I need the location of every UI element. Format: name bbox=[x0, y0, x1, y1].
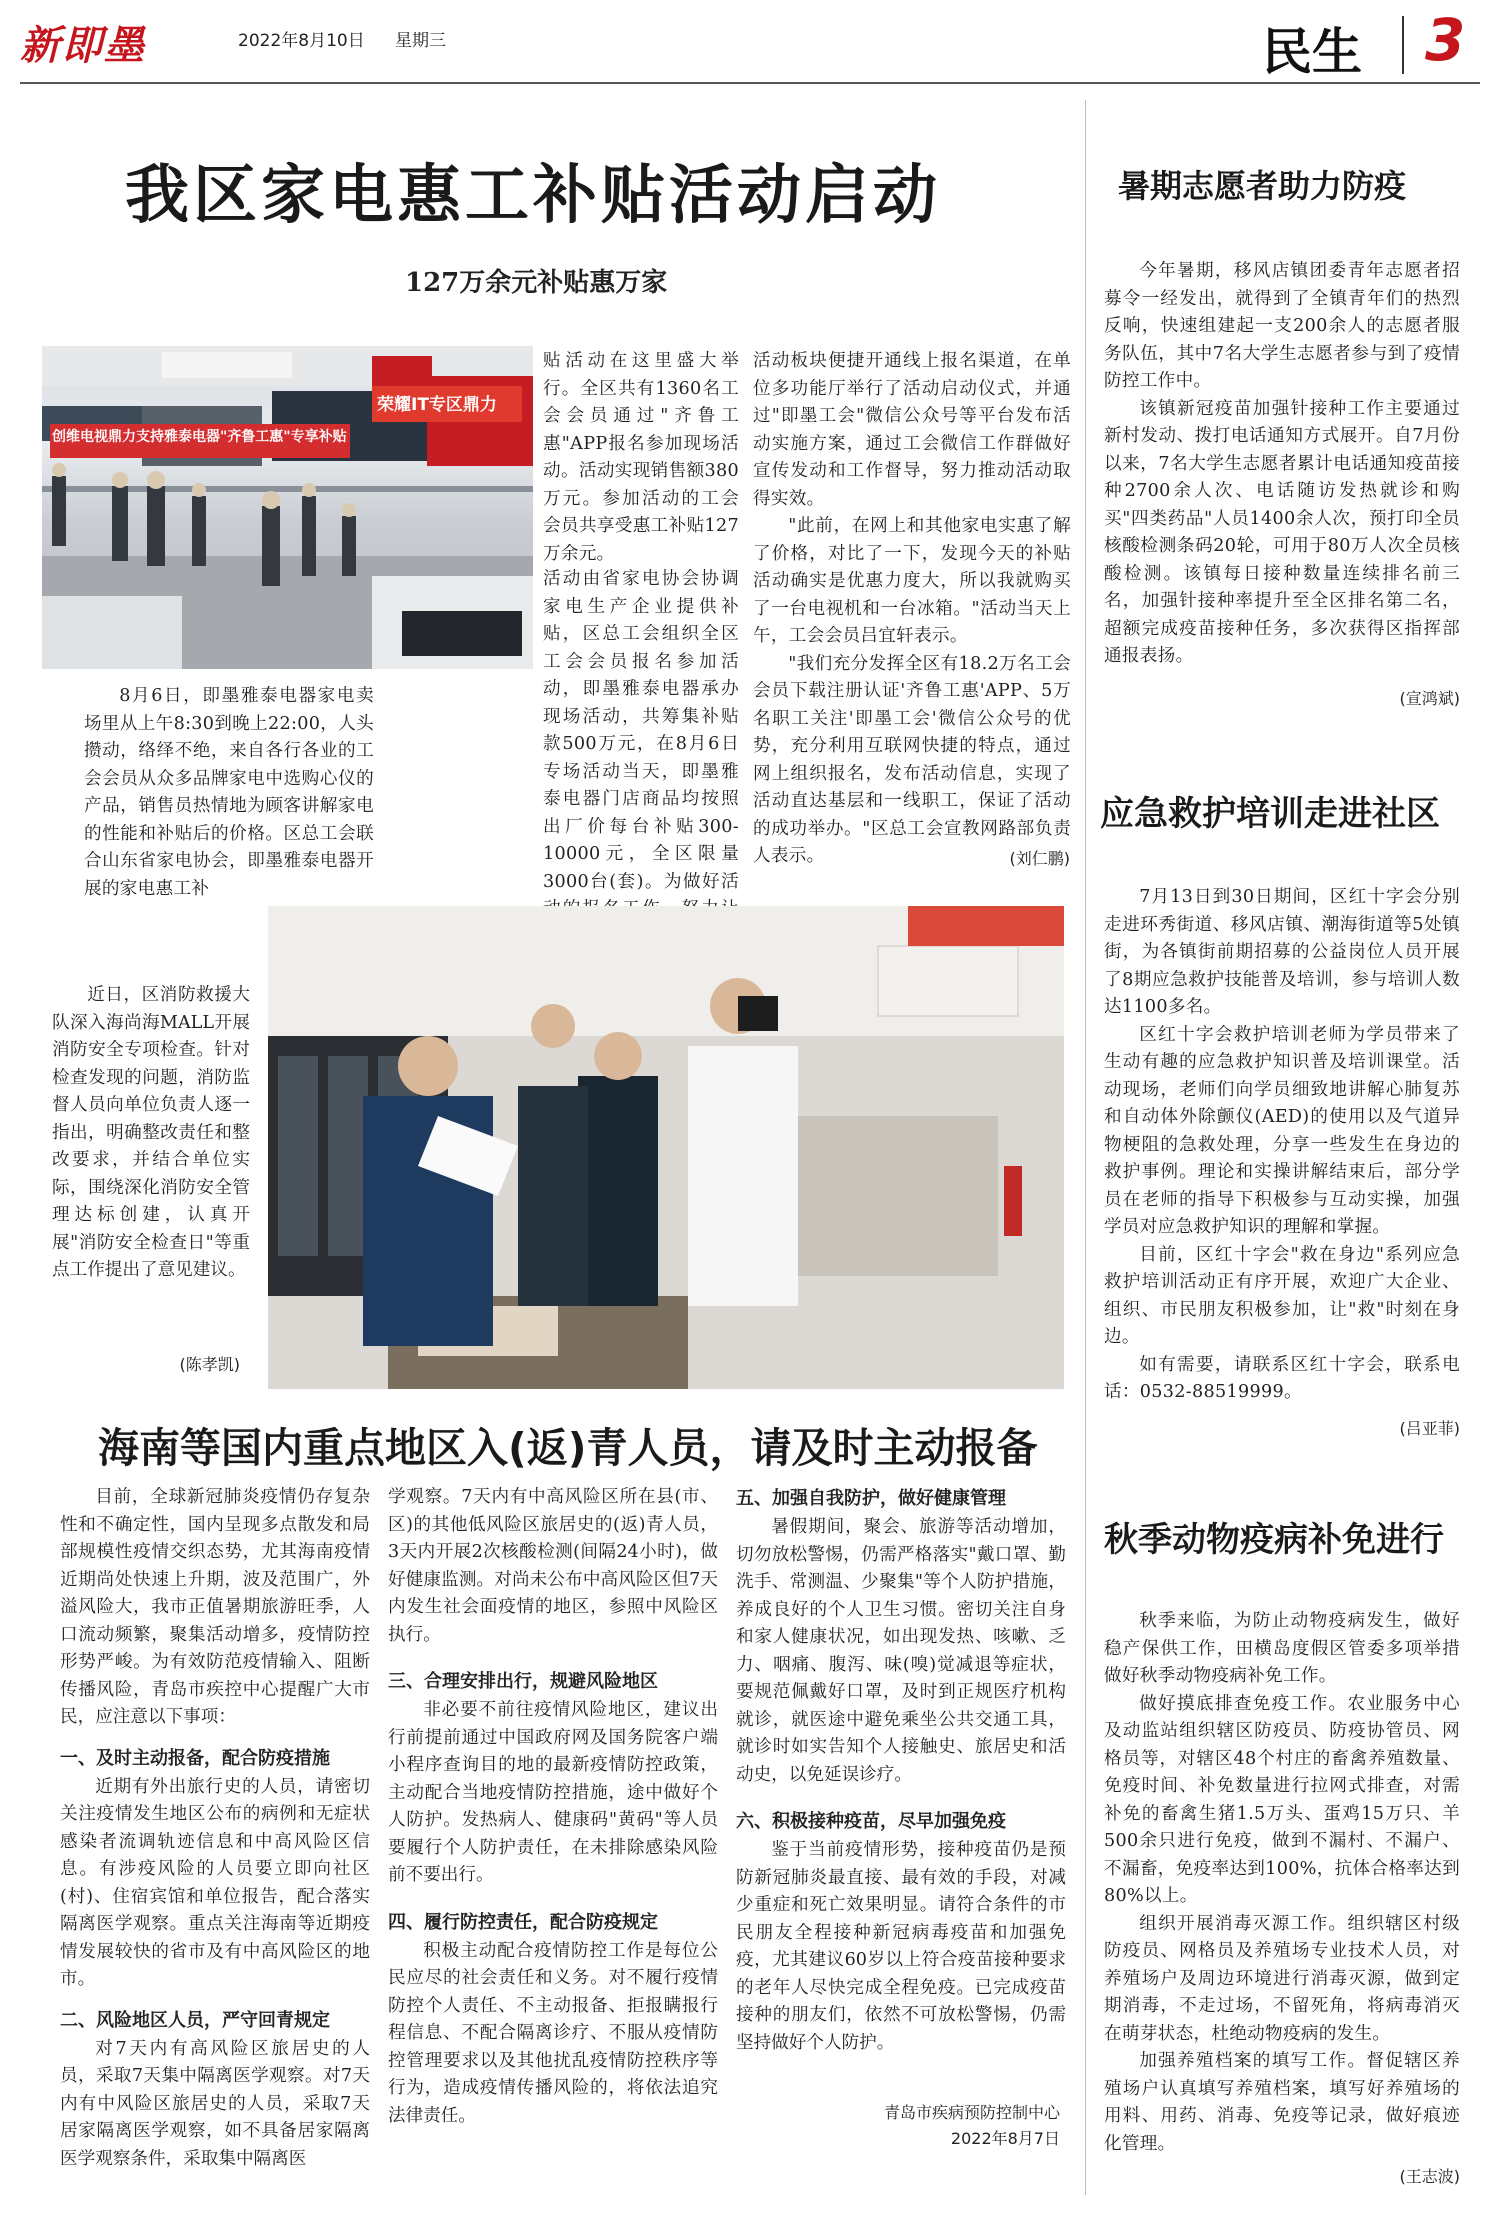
article2-signature bbox=[760, 2100, 1060, 2152]
article2-col3 bbox=[736, 1484, 1066, 2057]
side2-byline: (吕亚菲) bbox=[1399, 1419, 1460, 1438]
article1-col1 bbox=[84, 683, 374, 903]
section-3-text: 非必要不前往疫情风险地区，建议出行前提前通过中国政府网及国务院客户端小程序查询目的地的最新疫情防控政策，主动配合当地疫情防控措施，途中做好个人防护。发热病人、健康码"黄码"等人员要履行个人防护责任，在未排除感染风险前不要出行。 bbox=[388, 1700, 718, 1885]
fire-inspection-photo bbox=[268, 906, 1064, 1389]
intro: 目前，全球新冠肺炎疫情仍存复杂性和不确定性，国内呈现多点散发和局部规模性疫情交织态势，尤其海南疫情近期尚处快速上升期，波及范围广，外溢风险大，我市正值暑期旅游旺季，人口流动频繁，聚集活动增多，疫情防控形势严峻。为有效防范疫情输入、阻断传播风险，青岛市疾控中心提醒广大市民，应注意以下事项： bbox=[60, 1487, 370, 1727]
banner-text-1: 创维电视鼎力支持雅泰电器"齐鲁工惠"专享补贴 bbox=[52, 429, 347, 445]
paragraph: 今年暑期，移风店镇团委青年志愿者招募令一经发出，就得到了全镇青年们的热烈反响，快速组建起一支200余人的志愿者服务队伍，其中7名大学生志愿者参与到了疫情防控工作中。 bbox=[1104, 261, 1460, 391]
banner-text-2: 荣耀IT专区鼎力 bbox=[377, 395, 497, 415]
side3-body bbox=[1104, 1608, 1460, 2158]
article2-col1 bbox=[60, 1484, 370, 2173]
section-5-title: 五、加强自我防护，做好健康管理 bbox=[736, 1488, 1006, 1509]
article2-col2 bbox=[388, 1484, 718, 2130]
issue-weekday: 星期三 bbox=[395, 31, 446, 51]
paragraph: "此前，在网上和其他家电实惠了解了价格，对比了一下，发现今天的补贴活动确实是优惠力度大，所以我就购买了一台电视机和一台冰箱。"活动当天上午，工会会员吕宜轩表示。 bbox=[753, 516, 1071, 646]
section-divider bbox=[1402, 16, 1404, 74]
issue-date: 2022年8月10日 bbox=[238, 31, 365, 51]
column-divider bbox=[1085, 100, 1086, 2195]
photo-caption-byline: (陈孝凯) bbox=[179, 1355, 240, 1374]
section-4-text: 积极主动配合疫情防控工作是每位公民应尽的社会责任和义务。对不履行疫情防控个人责任、不主动报备、拒报瞒报行程信息、不配合隔离诊疗、不服从疫情防控管理要求以及其他扰乱疫情防控秩序等行为，造成疫情传播风险的，将依法追究法律责任。 bbox=[388, 1940, 718, 2126]
section-3-title: 三、合理安排出行，规避风险地区 bbox=[388, 1671, 658, 1692]
paragraph: 目前，区红十字会"救在身边"系列应急救护培训活动正有序开展，欢迎广大企业、组织、市民朋友积极参加，让"救"时刻在身边。 bbox=[1104, 1244, 1460, 1347]
section-6-title: 六、积极接种疫苗，尽早加强免疫 bbox=[736, 1811, 1006, 1832]
side1-title: 暑期志愿者助力防疫 bbox=[1118, 167, 1407, 205]
side1-byline: (宣鸿斌) bbox=[1399, 689, 1460, 708]
paragraph: 活动由省家电协会协调家电生产企业提供补贴，区总工会组织全区工会会员报名参加活动，即墨雅泰电器承办现场活动，共筹集补贴款500万元，在8月6日专场活动当天，即墨雅泰电器门店商品均按照出厂价每台补贴300-10000元，全区限量3000台(套)。为做好活 bbox=[543, 569, 739, 892]
header-rule bbox=[20, 82, 1480, 84]
section-4-title: 四、履行防控责任，配合防疫规定 bbox=[388, 1911, 658, 1933]
article1-col3 bbox=[753, 348, 1071, 871]
signature-org: 青岛市疾病预防控制中心 bbox=[883, 2103, 1060, 2122]
section-name: 民生 bbox=[1262, 23, 1362, 81]
section-5-text: 暑假期间，聚会、旅游等活动增加，切勿放松警惕，仍需严格落实"戴口罩、勤洗手、常测温、少聚集"等个人防护措施，养成良好的个人卫生习惯。密切关注自身和家人健康状况，如出现发热、咳嗽、乏力、咽痛、腹泻、味(嗅)觉减退等症状，要规范佩戴好口罩，及时到正规医疗机构就诊，就医途中避免乘坐公共交通工具，就诊时如实告知个人接触史、旅居史和活动史，以免延误诊疗。 bbox=[736, 1517, 1066, 1785]
inspection-scene-illustration bbox=[268, 906, 1064, 1389]
photo-caption bbox=[52, 982, 250, 1285]
caption-text: 近日，区消防救援大队深入海尚海MALL开展消防安全专项检查。针对检查发现的问题，消防监督人员向单位负责人逐一指出，明确整改责任和整改要求，并结合单位实际，围绕深化消防安全管理达标创建，认真开展"消防安全检查日"等重点工作提出了意见建议。 bbox=[52, 985, 250, 1280]
paragraph: 组织开展消毒灭源工作。组织辖区村级防疫员、网格员及养殖场专业技术人员，对养殖场户及周边环境进行消毒灭源，做到定期消毒，不走过场，不留死角，将病毒消灭在萌芽状态，杜绝动物疫病的发生。 bbox=[1104, 1913, 1460, 2044]
section-2-cont: 学观察。7天内有中高风险区所在县(市、区)的其他低风险区旅居史的(返)青人员，3天内开展2次核酸检测(间隔24小时)，做好健康监测。对尚未公布中高风险区但7天内发生社会面疫情的地区，参照中风险区执行。 bbox=[388, 1487, 718, 1645]
article1-subtitle: 127万余元补贴惠万家 bbox=[405, 268, 668, 298]
section-1-title: 一、及时主动报备，配合防疫措施 bbox=[60, 1747, 330, 1769]
paragraph: 加强养殖档案的填写工作。督促辖区养殖场户认真填写养殖档案，填写好养殖场的用料、用药、消毒、免疫等记录，做好痕迹化管理。 bbox=[1104, 2051, 1460, 2154]
paragraph: 活动板块便捷开通线上报名渠道，在单位多功能厅举行了活动启动仪式，并通过"即墨工会"微信公众号等平台发布活动实施方案，通过工会微信工作群做好宣传发动和工作督导，努力推动活动取得实效。 bbox=[753, 351, 1071, 509]
paragraph: "我们充分发挥全区有18.2万名工会会员下载注册认证'齐鲁工惠'APP、5万名职工关注'即墨工会'微信公众号的优势，充分利用互联网快捷的特点，通过网上组织报名，发布活动信息，实现了活动直达基层和一线职工，保证了活动的成功举办。"区总工会宣教网路部负责人表示。 bbox=[753, 653, 1071, 866]
section-2-text: 对7天内有高风险区旅居史的人员，采取7天集中隔离医学观察。对7天内有中风险区旅居史的人员，采取7天居家隔离医学观察，如不具备居家隔离医学观察条件，采取集中隔离医 bbox=[60, 2038, 370, 2169]
paragraph: 8月6日，即墨雅泰电器家电卖场里从上午8:30到晚上22:00，人头攒动，络绎不绝，来自各行各业的工会会员从众多品牌家电中选购心仪的产品，销售员热情地为顾客讲解家电的性能和补贴后的价格。区总工会联合山东省家电协会，即墨雅泰电器开展的家电惠工补 bbox=[84, 686, 374, 899]
side1-body bbox=[1104, 258, 1460, 671]
paragraph: 做好摸底排查免疫工作。农业服务中心及动监站组织辖区防疫员、防疫协管员、网格员等，对辖区48个村庄的畜禽养殖数量、免疫时间、补免数量进行拉网式排查，对需补免的畜禽生猪1.5万头、蛋鸡15万只、羊500余只进行免疫，做到不漏村、不漏户、不漏畜，免疫率达到100%，抗体合格率达到80%以上。 bbox=[1104, 1693, 1460, 1906]
paragraph: 如有需要，请联系区红十字会，联系电话：0532-88519999。 bbox=[1104, 1354, 1460, 1402]
paragraph: 区红十字会救护培训老师为学员带来了生动有趣的应急救护知识普及培训课堂。活动现场，老师们向学员细致地讲解心肺复苏和自动体外除颤仪(AED)的使用以及气道异物梗阻的急救处理，分享一些发生在身边的救护事例。理论和实操讲解结束后，部分学员在老师的指导下积极参与互动实操，加强学员对应急救护知识的理解和掌握。 bbox=[1104, 1024, 1460, 1237]
side2-title: 应急救护培训走进社区 bbox=[1100, 794, 1440, 834]
signature-date: 2022年8月7日 bbox=[950, 2129, 1060, 2148]
paragraph: 秋季来临，为防止动物疫病发生，做好稳产保供工作，田横岛度假区管委多项举措做好秋季动物疫病补免工作。 bbox=[1104, 1611, 1460, 1686]
paragraph: 该镇新冠疫苗加强针接种工作主要通过新村发动、拨打电话通知方式展开。自7月份以来，7名大学生志愿者累计电话通知疫苗接种2700余人次、电话随访发热就诊和购买"四类药品"人员1400余人次，预打印全员核酸检测条码20轮，可用于80万人次全员核酸检测。该镇每日接种数量连续排名前三名，加强针接种率提升至全区排名第二名，超额完成疫苗接种任务，多次获得区指挥部通报表扬。 bbox=[1104, 398, 1460, 666]
article1-byline: (刘仁鹏) bbox=[1009, 849, 1070, 868]
article1-title: 我区家电惠工补贴活动启动 bbox=[125, 159, 941, 233]
side2-body bbox=[1104, 884, 1460, 1407]
page-number: 3 bbox=[1425, 6, 1466, 74]
article1-col2 bbox=[543, 348, 739, 568]
masthead-logo: 新即墨 bbox=[20, 22, 146, 69]
paragraph: 贴活动在这里盛大举行。全区共有1360名工会会员通过"齐鲁工惠"APP报名参加现场活动。活动实现销售额380万元。参加活动的工会会员共享受惠工补贴127万余元。 bbox=[543, 351, 739, 564]
side3-title: 秋季动物疫病补免进行 bbox=[1104, 1520, 1444, 1560]
section-2-title: 二、风险地区人员，严守回青规定 bbox=[60, 2009, 330, 2031]
section-6-text: 鉴于当前疫情形势，接种疫苗仍是预防新冠肺炎最直接、最有效的手段，对减少重症和死亡效果明显。请符合条件的市民朋友全程接种新冠病毒疫苗和加强免疫，尤其建议60岁以上符合疫苗接种要求的老年人尽快完成全程免疫。已完成疫苗接种的朋友们，依然不可放松警惕，仍需坚持做好个人防护。 bbox=[736, 1840, 1066, 2053]
paragraph: 7月13日到30日期间，区红十字会分别走进环秀街道、移风店镇、潮海街道等5处镇街，为各镇街前期招募的公益岗位人员开展了8期应急救护技能普及培训，参与培训人数达1100多名。 bbox=[1104, 887, 1460, 1017]
side3-byline: (王志波) bbox=[1399, 2167, 1460, 2186]
section-1-text: 近期有外出旅行史的人员，请密切关注疫情发生地区公布的病例和无症状感染者流调轨迹信息和中高风险区信息。有涉疫风险的人员要立即向社区(村)、住宿宾馆和单位报告，配合落实隔离医学观察。重点关注海南等近期疫情发展较快的省市及有中高风险区的地市。 bbox=[60, 1776, 370, 1989]
article2-title: 海南等国内重点地区入(返)青人员，请及时主动报备 bbox=[98, 1424, 1038, 1472]
